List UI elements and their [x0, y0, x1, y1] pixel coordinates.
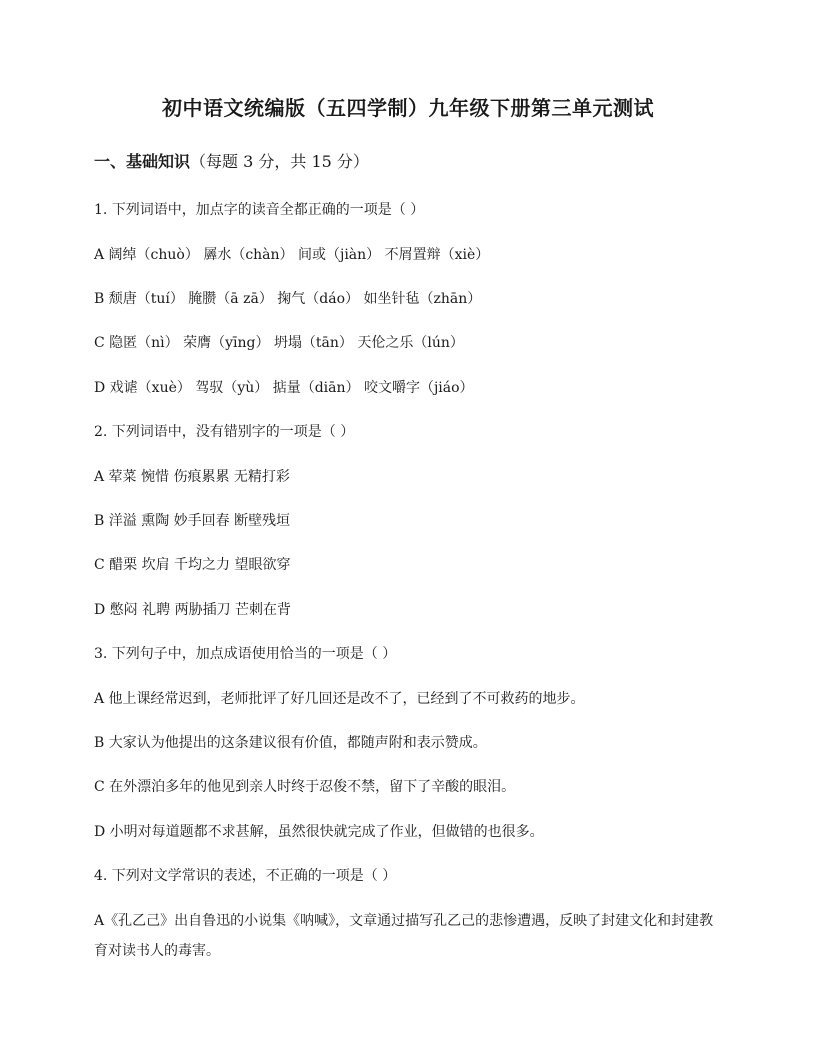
- option-a: A《孔乙己》出自鲁迅的小说集《呐喊》，文章通过描写孔乙己的悲惨遭遇，反映了封建文化和封建教育对读书人的毒害。: [94, 913, 714, 959]
- question-stem: 2. 下列词语中，没有错别字的一项是（ ）: [94, 424, 355, 440]
- section-heading: [94, 150, 369, 174]
- option-a: A 他上课经常迟到，老师批评了好几回还是改不了，已经到了不可救药的地步。: [94, 691, 585, 707]
- option-d: D 戏谑（xuè） 驾驭（yù） 掂量（diān） 咬文嚼字（jiáo）: [94, 380, 474, 396]
- section-note: （每题 3 分，共 15 分）: [190, 152, 369, 171]
- option-d: D 小明对每道题都不求甚解，虽然很快就完成了作业，但做错的也很多。: [94, 824, 544, 840]
- section-label: 一、基础知识: [94, 152, 191, 171]
- option-d: D 憋闷 礼聘 两胁插刀 芒刺在背: [94, 602, 292, 618]
- option-b: B 颓唐（tuí） 腌臜（ā zā） 掬气（dáo） 如坐针毡（zhān）: [94, 291, 482, 307]
- question-stem: 1. 下列词语中，加点字的读音全都正确的一项是（ ）: [94, 202, 425, 218]
- document-title: 初中语文统编版（五四学制）九年级下册第三单元测试: [162, 96, 654, 120]
- option-c: C 隐匿（nì） 荣膺（yīng） 坍塌（tān） 天伦之乐（lún）: [94, 335, 464, 351]
- question-stem: 4. 下列对文学常识的表述，不正确的一项是（ ）: [94, 868, 397, 884]
- option-c: C 在外漂泊多年的他见到亲人时终于忍俊不禁，留下了辛酸的眼泪。: [94, 779, 516, 795]
- option-a: A 荤菜 惋惜 伤痕累累 无精打彩: [94, 469, 290, 485]
- option-b: B 大家认为他提出的这条建议很有价值，都随声附和表示赞成。: [94, 735, 487, 751]
- question-stem: 3. 下列句子中，加点成语使用恰当的一项是（ ）: [94, 646, 397, 662]
- option-b: B 洋溢 熏陶 妙手回春 断壁残垣: [94, 513, 291, 529]
- option-a: A 阔绰（chuò） 羼水（chàn） 间或（jiàn） 不屑置辩（xiè）: [94, 247, 490, 263]
- option-c: C 醋栗 坎肩 千均之力 望眼欲穿: [94, 557, 291, 573]
